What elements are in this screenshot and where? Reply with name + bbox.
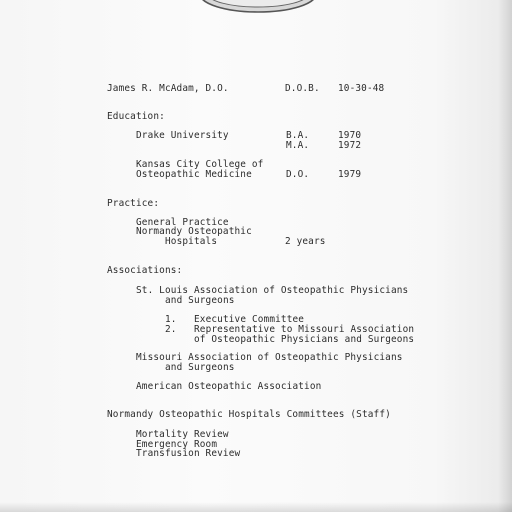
stl-item2-line1: Representative to Missouri Association [194,324,415,335]
letterhead-logo [198,0,318,14]
practice-heading: Practice: [107,198,160,209]
kc-school-line1: Kansas City College of [136,159,264,170]
kc-year: 1979 [338,169,362,180]
associations-heading: Associations: [107,265,183,276]
aoa-association: American Osteopathic Association [136,381,322,392]
committees-heading: Normandy Osteopathic Hospitals Committees (Staff) [107,409,391,420]
stl-item1-number: 1. [165,314,177,325]
practice-line3: Hospitals [165,236,218,247]
stl-item1-text: Executive Committee [194,314,305,325]
practice-duration: 2 years [285,236,326,247]
committee-item: Emergency Room [136,439,218,450]
stl-item2-number: 2. [165,324,177,335]
drake-school: Drake University [136,130,229,141]
page-edge-shadow [498,0,512,512]
drake-year-2: 1972 [338,140,362,151]
practice-line2: Normandy Osteopathic [136,226,252,237]
mo-association-line2: and Surgeons [165,362,235,373]
physician-name: James R. McAdam, D.O. [107,83,229,94]
education-heading: Education: [107,111,165,122]
drake-year-1: 1970 [338,130,362,141]
kc-school-line2: Osteopathic Medicine [136,169,252,180]
dob-label: D.O.B. [285,83,320,94]
page-bottom-shadow [0,502,512,512]
practice-line1: General Practice [136,217,229,228]
committee-item: Transfusion Review [136,448,241,459]
dob-value: 10-30-48 [338,83,385,94]
stl-association-line1: St. Louis Association of Osteopathic Physicians [136,285,409,296]
drake-degree-1: B.A. [286,130,310,141]
drake-degree-2: M.A. [286,140,310,151]
mo-association-line1: Missouri Association of Osteopathic Physicians [136,352,403,363]
stl-item2-line2: of Osteopathic Physicians and Surgeons [194,334,415,345]
stl-association-line2: and Surgeons [165,295,235,306]
committee-item: Mortality Review [136,429,229,440]
kc-degree: D.O. [286,169,310,180]
